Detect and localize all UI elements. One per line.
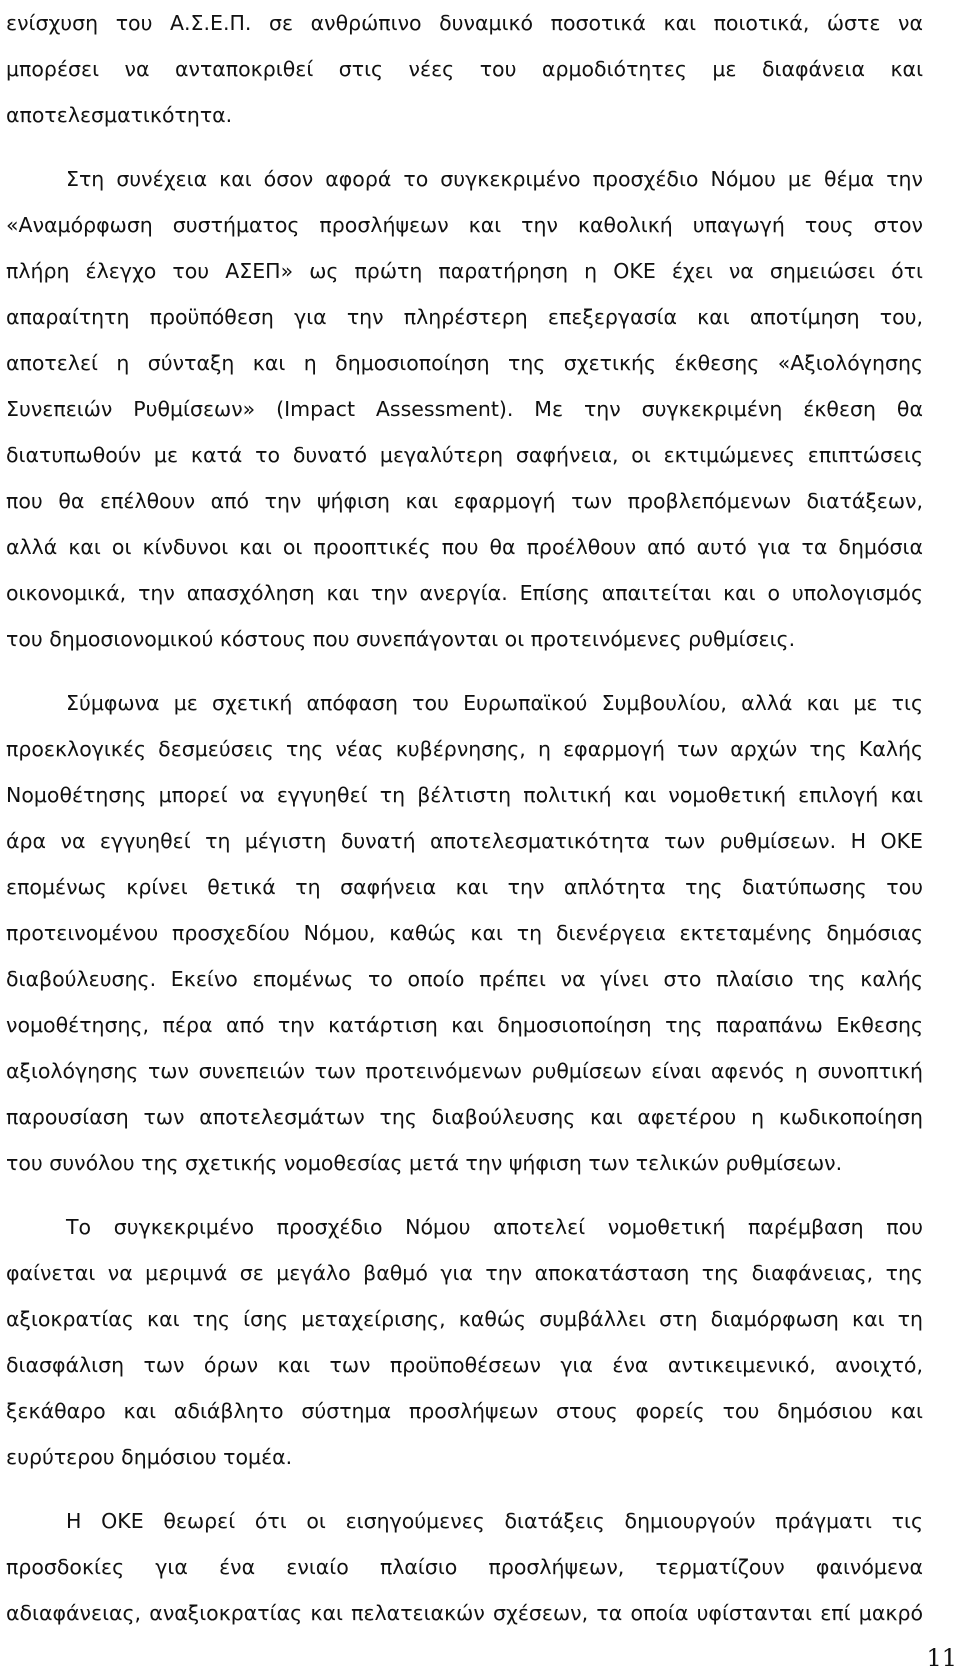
text-line: μπορέσει να ανταποκριθεί στις νέες του αρμοδιότητες με διαφάνεια και <box>6 57 923 81</box>
text-line: Το συγκεκριμένο προσχέδιο Νόμου αποτελεί νομοθετική παρέμβαση που <box>66 1215 923 1239</box>
text-line: του δημοσιονομικού κόστους που συνεπάγονται οι προτεινόμενες ρυθμίσεις. <box>6 627 796 651</box>
text-line: ενίσχυση του Α.Σ.Ε.Π. σε ανθρώπινο δυναμικό ποσοτικά και ποιοτικά, ώστε να <box>6 11 923 35</box>
text-line: διασφάλιση των όρων και των προϋποθέσεων για ένα αντικειμενικό, ανοιχτό, <box>6 1353 923 1377</box>
text-line: Η ΟΚΕ θεωρεί ότι οι εισηγούμενες διατάξεις δημιουργούν πράγματι τις <box>66 1509 923 1533</box>
text-line: που θα επέλθουν από την ψήφιση και εφαρμογή των προβλεπόμενων διατάξεων, <box>6 489 923 513</box>
text-line: άρα να εγγυηθεί τη μέγιστη δυνατή αποτελεσματικότητα των ρυθμίσεων. Η ΟΚΕ <box>6 829 923 853</box>
text-line: ξεκάθαρο και αδιάβλητο σύστημα προσλήψεων στους φορείς του δημόσιου και <box>6 1399 923 1423</box>
text-line: προτεινομένου προσχεδίου Νόμου, καθώς και τη διενέργεια εκτεταμένης δημόσιας <box>6 921 923 945</box>
text-line: του συνόλου της σχετικής νομοθεσίας μετά την ψήφιση των τελικών ρυθμίσεων. <box>6 1151 843 1175</box>
text-line: προσδοκίες για ένα ενιαίο πλαίσιο προσλήψεων, τερματίζουν φαινόμενα <box>6 1555 923 1579</box>
paragraph-5 <box>6 1498 923 1636</box>
text-line: διαβούλευσης. Εκείνο επομένως το οποίο πρέπει να γίνει στο πλαίσιο της καλής <box>6 967 923 991</box>
text-line: αλλά και οι κίνδυνοι και οι προοπτικές που θα προέλθουν από αυτό για τα δημόσια <box>6 535 923 559</box>
text-line: οικονομικά, την απασχόληση και την ανεργία. Επίσης απαιτείται και ο υπολογισμός <box>6 581 923 605</box>
paragraph-2 <box>6 156 923 662</box>
text-line: προεκλογικές δεσμεύσεις της νέας κυβέρνησης, η εφαρμογή των αρχών της Καλής <box>6 737 923 761</box>
text-line: πλήρη έλεγχο του ΑΣΕΠ» ως πρώτη παρατήρηση η ΟΚΕ έχει να σημειώσει ότι <box>6 259 923 283</box>
text-line: επομένως κρίνει θετικά τη σαφήνεια και την απλότητα της διατύπωσης του <box>6 875 923 899</box>
paragraph-1 <box>6 0 923 138</box>
text-line: «Αναμόρφωση συστήματος προσλήψεων και την καθολική υπαγωγή τους στον <box>6 213 923 237</box>
text-line: απαραίτητη προϋπόθεση για την πληρέστερη επεξεργασία και αποτίμηση του, <box>6 305 923 329</box>
text-line: αξιολόγησης των συνεπειών των προτεινόμενων ρυθμίσεων είναι αφενός η συνοπτική <box>6 1059 923 1083</box>
text-line: Νομοθέτησης μπορεί να εγγυηθεί τη βέλτιστη πολιτική και νομοθετική επιλογή και <box>6 783 923 807</box>
paragraph-4 <box>6 1204 923 1480</box>
page-number: 11 <box>926 1644 957 1672</box>
text-line: αδιαφάνειας, αναξιοκρατίας και πελατειακών σχέσεων, τα οποία υφίστανται επί μακρό <box>6 1601 923 1625</box>
paragraph-3 <box>6 680 923 1186</box>
text-line: αποτελεσματικότητα. <box>6 103 233 127</box>
text-line: Σύμφωνα με σχετική απόφαση του Ευρωπαϊκού Συμβουλίου, αλλά και με τις <box>66 691 923 715</box>
text-line: Συνεπειών Ρυθμίσεων» (Impact Assessment). Με την συγκεκριμένη έκθεση θα <box>6 397 923 421</box>
text-line: αξιοκρατίας και της ίσης μεταχείρισης, καθώς συμβάλλει στη διαμόρφωση και τη <box>6 1307 923 1331</box>
text-line: νομοθέτησης, πέρα από την κατάρτιση και δημοσιοποίηση της παραπάνω Εκθεσης <box>6 1013 923 1037</box>
text-line: ευρύτερου δημόσιου τομέα. <box>6 1445 293 1469</box>
text-line: φαίνεται να μεριμνά σε μεγάλο βαθμό για την αποκατάσταση της διαφάνειας, της <box>6 1261 923 1285</box>
text-line: διατυπωθούν με κατά το δυνατό μεγαλύτερη σαφήνεια, οι εκτιμώμενες επιπτώσεις <box>6 443 923 467</box>
document-body <box>6 0 923 1636</box>
text-line: αποτελεί η σύνταξη και η δημοσιοποίηση της σχετικής έκθεσης «Αξιολόγησης <box>6 351 923 375</box>
text-line: Στη συνέχεια και όσον αφορά το συγκεκριμένο προσχέδιο Νόμου με θέμα την <box>66 167 923 191</box>
text-line: παρουσίαση των αποτελεσμάτων της διαβούλευσης και αφετέρου η κωδικοποίηση <box>6 1105 923 1129</box>
